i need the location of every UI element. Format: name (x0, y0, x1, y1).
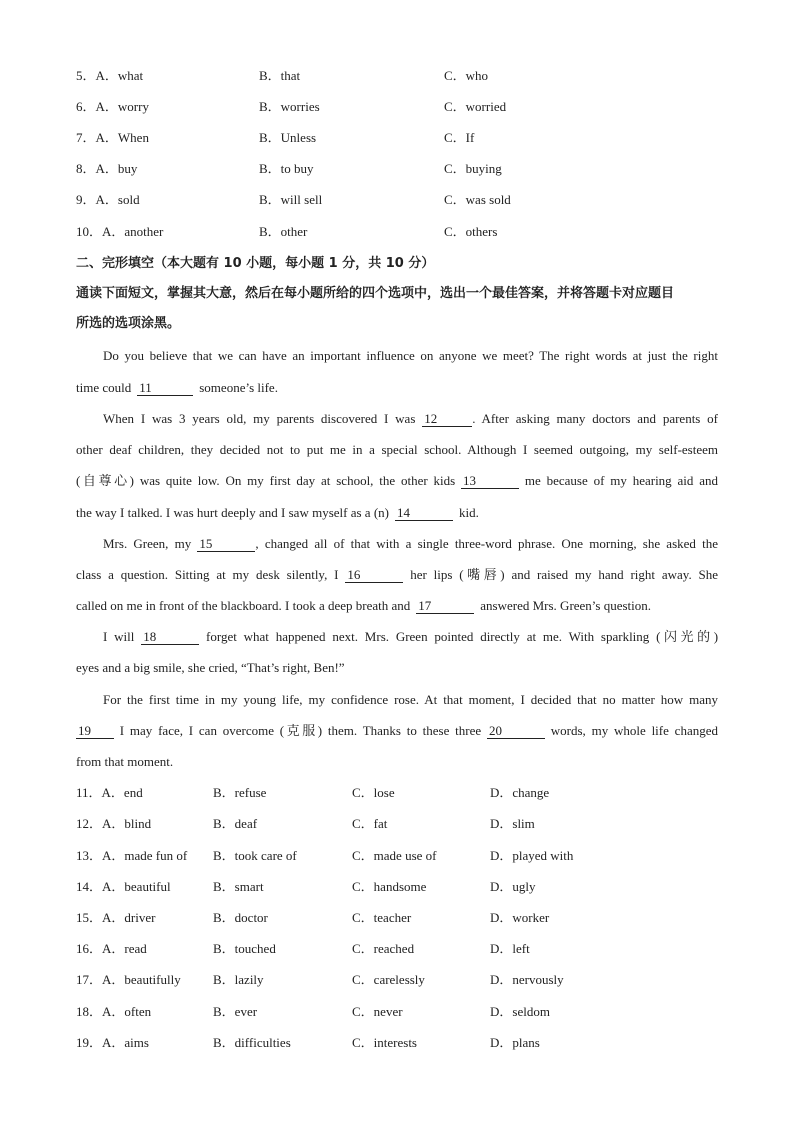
question-5-a: 5．A．what (76, 68, 144, 83)
question-13-b: B．took care of (213, 848, 297, 863)
question-11-d: D．change (490, 785, 550, 800)
question-11-b: B．refuse (213, 785, 267, 800)
question-10-b: B．other (259, 224, 308, 239)
blank-18: 18 (141, 629, 199, 645)
question-15-d: D．worker (490, 910, 550, 925)
question-19-b: B．difficulties (213, 1035, 291, 1050)
question-6-b: B．worries (259, 99, 320, 114)
question-7-b: B．Unless (259, 130, 317, 145)
question-14-a: 14．A．beautiful (76, 879, 171, 894)
passage-line: When I was 3 years old, my parents discovered I was 12 . After asking many doctors and parents of (103, 411, 718, 426)
question-19-c: C．interests (352, 1035, 417, 1050)
blank-19: 19 (76, 723, 114, 739)
question-17-c: C．carelessly (352, 972, 425, 987)
question-7-c: C．If (444, 130, 475, 145)
question-8-b: B．to buy (259, 161, 314, 176)
question-8-c: C．buying (444, 161, 502, 176)
question-17-b: B．lazily (213, 972, 264, 987)
question-10-a: 10．A．another (76, 224, 164, 239)
question-16-b: B．touched (213, 941, 276, 956)
question-12-c: C．fat (352, 816, 388, 831)
question-18-a: 18．A．often (76, 1004, 152, 1019)
question-11-c: C．lose (352, 785, 395, 800)
passage-line: the way I talked. I was hurt deeply and I saw myself as a (n) 14 kid. (76, 505, 479, 520)
passage-line: Mrs. Green, my 15 , changed all of that with a single three-word phrase. One morning, she asked the (103, 536, 718, 551)
question-16-c: C．reached (352, 941, 415, 956)
question-5-b: B．that (259, 68, 301, 83)
blank-16: 16 (345, 567, 403, 583)
question-17-a: 17．A．beautifully (76, 972, 181, 987)
question-12-a: 12．A．blind (76, 816, 152, 831)
question-19-d: D．plans (490, 1035, 540, 1050)
question-15-c: C．teacher (352, 910, 412, 925)
blank-12: 12 (422, 411, 472, 427)
question-19-a: 19．A．aims (76, 1035, 149, 1050)
question-9-c: C．was sold (444, 192, 511, 207)
question-10-c: C．others (444, 224, 498, 239)
passage-line: from that moment. (76, 754, 174, 769)
passage-line: called on me in front of the blackboard. I took a deep breath and 17 answered Mrs. Green’s question. (76, 598, 652, 613)
question-11-a: 11．A．end (76, 785, 143, 800)
blank-14: 14 (395, 505, 453, 521)
question-15-a: 15．A．driver (76, 910, 156, 925)
question-8-a: 8．A．buy (76, 161, 138, 176)
blank-20: 20 (487, 723, 545, 739)
question-9-a: 9．A．sold (76, 192, 140, 207)
question-13-d: D．played with (490, 848, 574, 863)
question-6-c: C．worried (444, 99, 507, 114)
section-instruction-line-1: 通读下面短文，掌握其大意，然后在每小题所给的四个选项中，选出一个最佳答案，并将答题卡对应题目 (76, 286, 675, 301)
passage-line: I will 18 forget what happened next. Mrs. Green pointed directly at me. With sparkling (闪光的) (103, 629, 719, 644)
question-14-d: D．ugly (490, 879, 536, 894)
question-13-c: C．made use of (352, 848, 437, 863)
passage-line: For the first time in my young life, my confidence rose. At that moment, I decided that no matter how many (103, 692, 718, 707)
question-17-d: D．nervously (490, 972, 564, 987)
passage-line: other deaf children, they decided not to put me in a special school. Although I seemed outgoing, my self-esteem (76, 442, 718, 457)
question-18-d: D．seldom (490, 1004, 550, 1019)
question-12-b: B．deaf (213, 816, 258, 831)
question-15-b: B．doctor (213, 910, 268, 925)
question-18-c: C．never (352, 1004, 403, 1019)
passage-line: time could 11 someone’s life. (76, 380, 278, 395)
question-7-a: 7．A．When (76, 130, 149, 145)
question-16-d: D．left (490, 941, 530, 956)
question-18-b: B．ever (213, 1004, 258, 1019)
blank-15: 15 (197, 536, 255, 552)
blank-17: 17 (416, 598, 474, 614)
question-9-b: B．will sell (259, 192, 323, 207)
section-title: 二、完形填空（本大题有 10 小题，每小题 1 分，共 10 分） (76, 256, 435, 271)
passage-line: (自尊心) was quite low. On my first day at school, the other kids 13 me because of my hearing aid and (76, 473, 719, 488)
blank-11: 11 (137, 380, 193, 396)
passage-line: class a question. Sitting at my desk silently, I 16 her lips (嘴唇) and raised my hand right away. She (76, 567, 719, 582)
question-14-c: C．handsome (352, 879, 427, 894)
question-5-c: C．who (444, 68, 489, 83)
question-16-a: 16．A．read (76, 941, 147, 956)
question-6-a: 6．A．worry (76, 99, 149, 114)
section-instruction-line-2: 所选的选项涂黑。 (76, 316, 181, 331)
question-14-b: B．smart (213, 879, 264, 894)
question-13-a: 13．A．made fun of (76, 848, 188, 863)
question-12-d: D．slim (490, 816, 535, 831)
blank-13: 13 (461, 473, 519, 489)
passage-line: 19 I may face, I can overcome (克服) them. Thanks to these three 20 words, my whole life changed (78, 723, 718, 738)
passage-line: Do you believe that we can have an important influence on anyone we meet? The right words at just the right (103, 348, 718, 363)
passage-line: eyes and a big smile, she cried, “That’s right, Ben!” (76, 660, 345, 675)
